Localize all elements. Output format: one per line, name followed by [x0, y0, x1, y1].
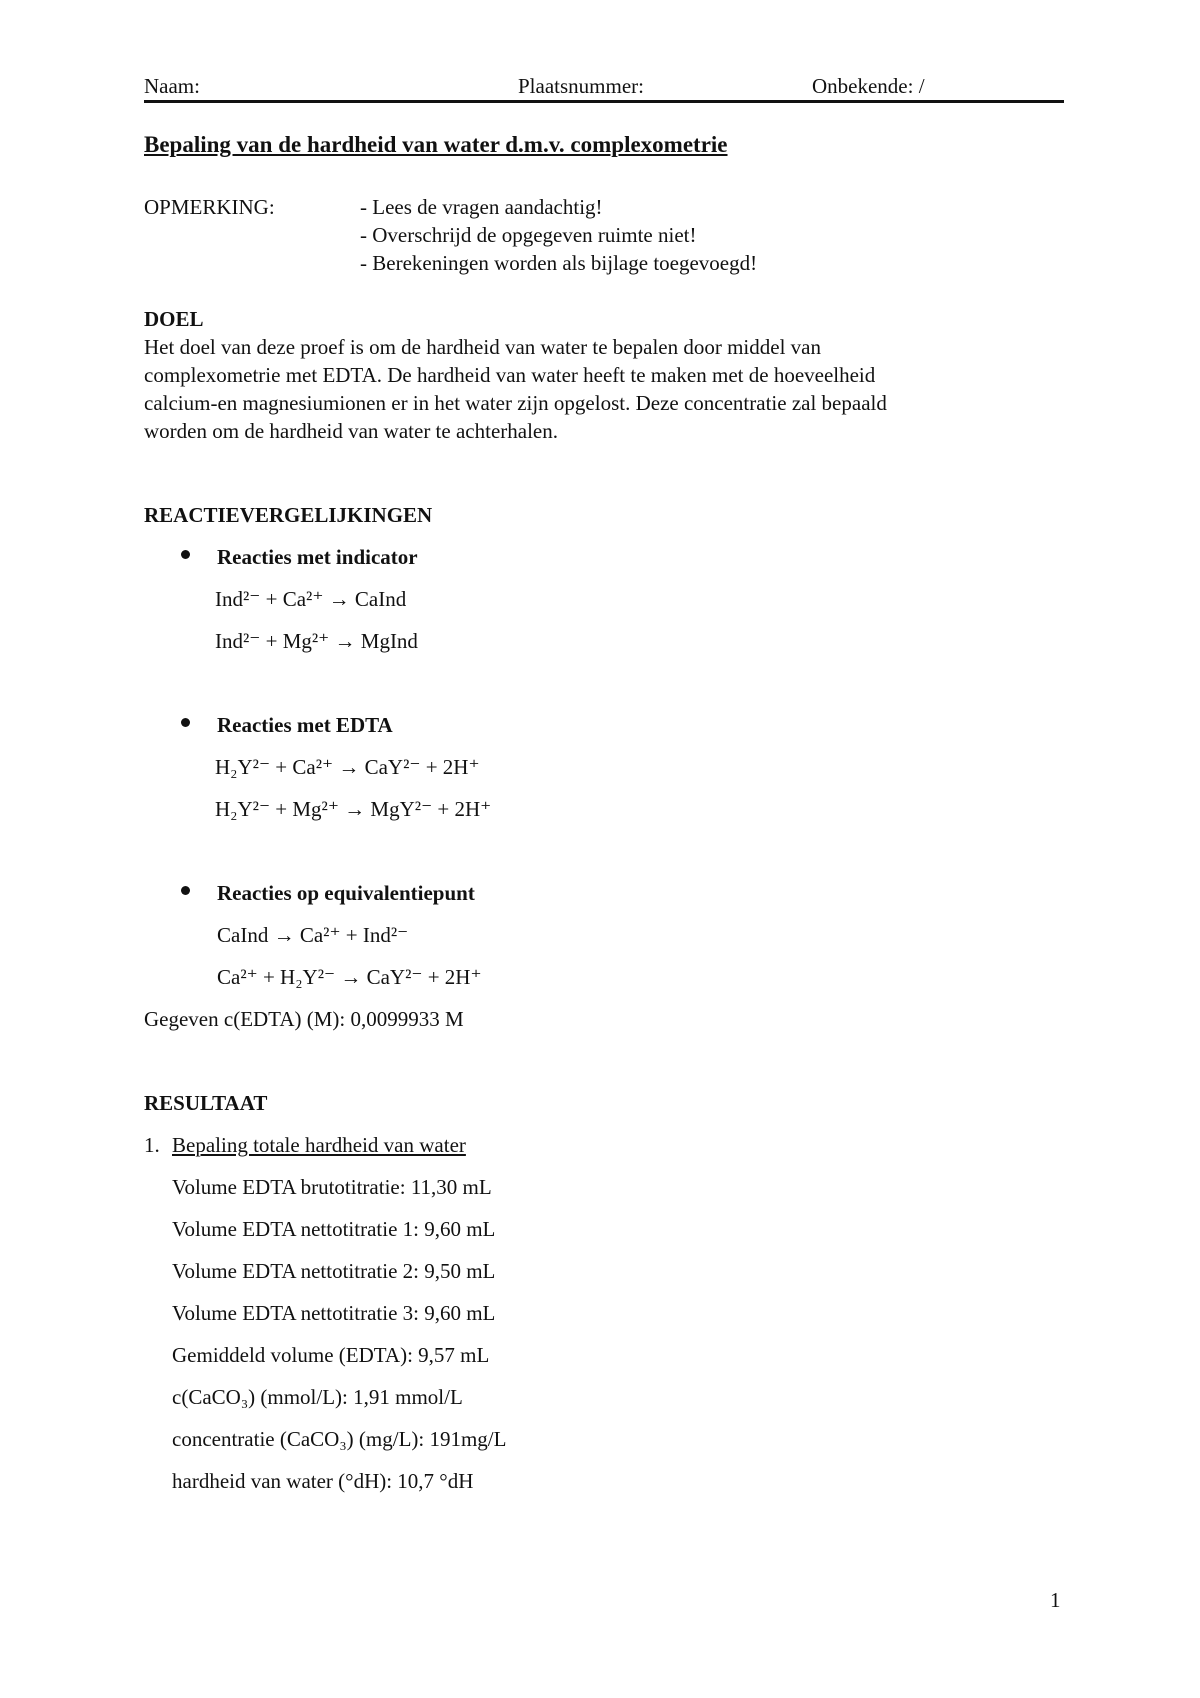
bullet-icon [181, 718, 190, 727]
reactie-equation: Ind²⁻ + Mg²⁺ → MgInd [215, 629, 418, 653]
bullet-icon [181, 550, 190, 559]
doel-line: Het doel van deze proef is om de hardheid van water te bepalen door middel van [144, 335, 821, 359]
reactie-group-title: Reacties met indicator [217, 545, 418, 569]
header-naam-label: Naam: [144, 74, 200, 98]
bullet-icon [181, 886, 190, 895]
resultaat-item-title: Bepaling totale hardheid van water [172, 1133, 466, 1157]
resultaat-line: Volume EDTA nettotitratie 3: 9,60 mL [172, 1301, 496, 1325]
reactie-group-title: Reacties met EDTA [217, 713, 393, 737]
doel-line: worden om de hardheid van water te achterhalen. [144, 419, 558, 443]
header-plaatsnummer-label: Plaatsnummer: [518, 74, 644, 98]
doel-heading: DOEL [144, 307, 204, 331]
resultaat-item-number: 1. [144, 1133, 160, 1157]
doel-line: complexometrie met EDTA. De hardheid van water heeft te maken met de hoeveelheid [144, 363, 876, 387]
opmerking-label: OPMERKING: [144, 195, 275, 219]
document-title: Bepaling van de hardheid van water d.m.v. complexometrie [144, 132, 728, 157]
reactie-equation: Ca²⁺ + H₂Y²⁻ → CaY²⁻ + 2H⁺ [217, 965, 482, 989]
reactie-group-title: Reacties op equivalentiepunt [217, 881, 475, 905]
resultaat-line: Volume EDTA brutotitratie: 11,30 mL [172, 1175, 492, 1199]
opmerking-item: - Overschrijd de opgegeven ruimte niet! [360, 223, 697, 247]
header-divider [144, 100, 1064, 103]
resultaat-line: Gemiddeld volume (EDTA): 9,57 mL [172, 1343, 490, 1367]
resultaat-line: concentratie (CaCO₃) (mg/L): 191mg/L [172, 1427, 507, 1451]
gegeven-edta: Gegeven c(EDTA) (M): 0,0099933 M [144, 1007, 464, 1031]
doel-paragraph [144, 333, 1044, 445]
reactie-equation: CaInd → Ca²⁺ + Ind²⁻ [217, 923, 409, 947]
resultaat-line: Volume EDTA nettotitratie 1: 9,60 mL [172, 1217, 496, 1241]
resultaat-line: Volume EDTA nettotitratie 2: 9,50 mL [172, 1259, 496, 1283]
opmerking-item: - Berekeningen worden als bijlage toegevoegd! [360, 251, 758, 275]
doel-line: calcium-en magnesiumionen er in het water zijn opgelost. Deze concentratie zal bepaald [144, 391, 887, 415]
resultaat-line: c(CaCO₃) (mmol/L): 1,91 mmol/L [172, 1385, 463, 1409]
resultaat-heading: RESULTAAT [144, 1091, 268, 1115]
reactie-equation: H₂Y²⁻ + Mg²⁺ → MgY²⁻ + 2H⁺ [215, 797, 492, 821]
header-onbekende-label: Onbekende: / [812, 74, 925, 98]
opmerking-item: - Lees de vragen aandachtig! [360, 195, 603, 219]
page-number: 1 [1050, 1588, 1061, 1612]
reacties-heading: REACTIEVERGELIJKINGEN [144, 503, 433, 527]
reactie-equation: Ind²⁻ + Ca²⁺ → CaInd [215, 587, 407, 611]
resultaat-line: hardheid van water (°dH): 10,7 °dH [172, 1469, 474, 1493]
reactie-equation: H₂Y²⁻ + Ca²⁺ → CaY²⁻ + 2H⁺ [215, 755, 480, 779]
